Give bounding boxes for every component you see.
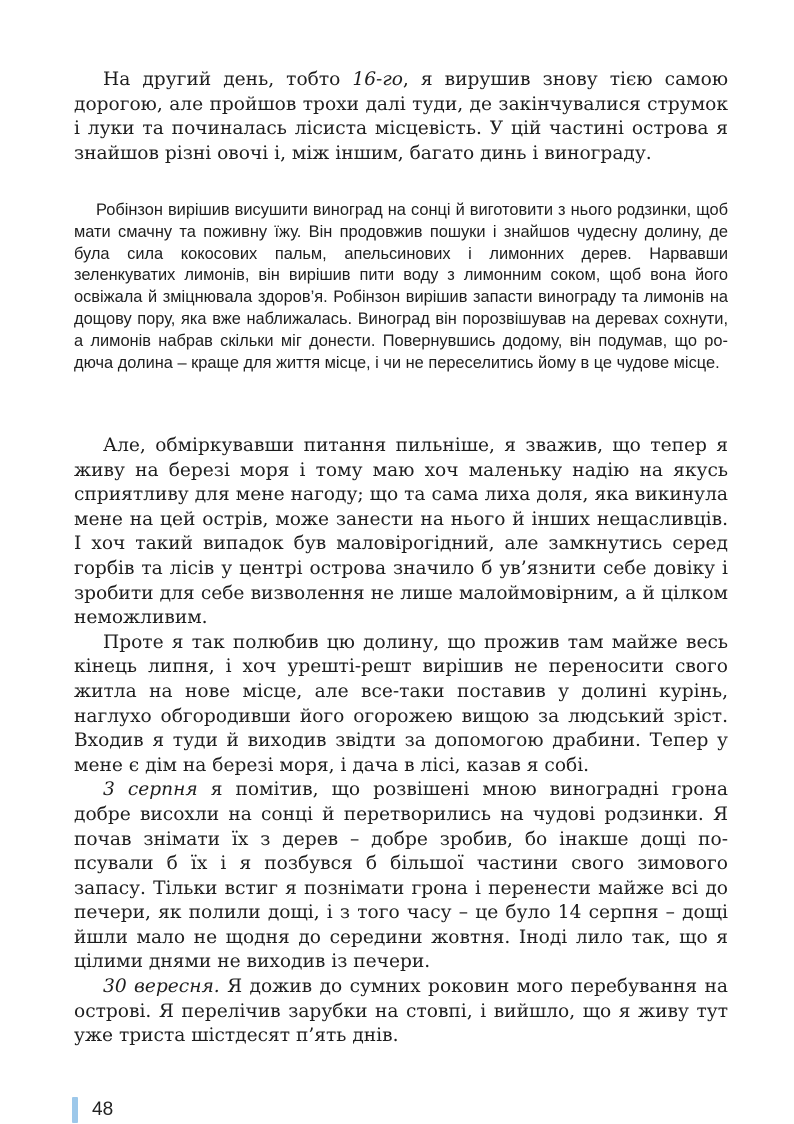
date-16th: 16-го <box>352 69 403 90</box>
retelling-summary <box>74 200 728 374</box>
paragraph-september-rest: Я дожив до сумних роковин мого перебування на острові. Я перелічив зарубки на стовпі, і вийшло, що я живу тут уже триста шістдесят п’ять днів. <box>74 976 729 1047</box>
paragraph-valley: Проте я так полюбив цю долину, що прожив там майже весь кінець липня, і хоч урешті-решт вирішив не переносити свого житла на нове місце, але все-таки поставив у долині курінь, наглухо обгородивши його огорожею вищою за людський зріст. Входив я туди й виходив звідти за допомогою драбини. Тепер у мене є дім на березі моря, і дача в лісі, казав я собі. <box>74 631 728 776</box>
main-text-block <box>74 434 728 1049</box>
paragraph-intro <box>74 68 728 166</box>
paragraph-reflection: Але, обміркувавши питання пильніше, я зважив, що тепер я живу на березі моря і тому маю хоч маленьку надію на якусь сприятливу для мене нагоду; що та сама лиха доля, яка викинула мене на цей острів, може занести на нього й інших нещасливців. І хоч такий випадок був маловірогідний, але замкнутись серед горбів та лісів у центрі острова значило б ув’язнити себе довіку і зробити для себе визволення не лише малоймовірним, а й цілком неможливим. <box>74 435 728 629</box>
intro-paragraph-block <box>74 68 728 166</box>
page-footer <box>72 1096 113 1124</box>
paragraph-intro-start: На другий день, тобто <box>103 69 353 90</box>
page-marker-bar <box>72 1097 78 1123</box>
summary-paragraph: Робінзон вирішив висушити виноград на сонці й виготовити з нього родзинки, щоб мати смачну та поживну їжу. Він продовжив пошуки і знайшов чудесну долину, де була сила кокосових пальм, апельсинових і лимонних дерев. Нарвавши зеленкуватих лимонів, він вирішив пити воду з лимонним соком, щоб вона його освіжала й зміцнювала здоров’я. Робінзон вирішив запасти винограду та лимонів на дощову пору, яка вже наближалась. Виноград він порозвішував на деревах сохнути, а лимонів набрав скільки міг донести. Повернувшись додому, він подумав, що родюча долина – краще для життя місце, і чи не переселитись йому в це чудове місце. <box>74 201 728 372</box>
date-august-3: 3 серпня <box>103 779 198 801</box>
date-september-30: 30 вересня. <box>103 976 220 998</box>
paragraph-intro-rest: , я вирушив знову тією самою дорогою, але пройшов трохи далі туди, де закінчувалися струмок і луки та починалась лісиста місцевість. У цій частині острова я знайшов різні овочі і, між іншим, багато динь і винограду. <box>74 69 729 164</box>
paragraph-august-rest: я помітив, що розвішені мною виноградні грона добре висохли на сонці й перетворились на чудові родзинки. Я почав знімати їх з дерев – добре зробив, бо інакше дощі попсували б їх і я позбувся б більшої частини свого зимового запасу. Тільки встиг я познімати грона і перенести майже всі до печери, як полили дощі, і з того часу – це було 14 серпня – дощі йшли мало не щодня до середини жовтня. Іноді лило так, що я цілими днями не виходив із печери. <box>74 779 728 973</box>
page-number: 48 <box>92 1099 114 1120</box>
paragraph-september <box>74 975 728 1049</box>
paragraph-august <box>74 778 728 975</box>
